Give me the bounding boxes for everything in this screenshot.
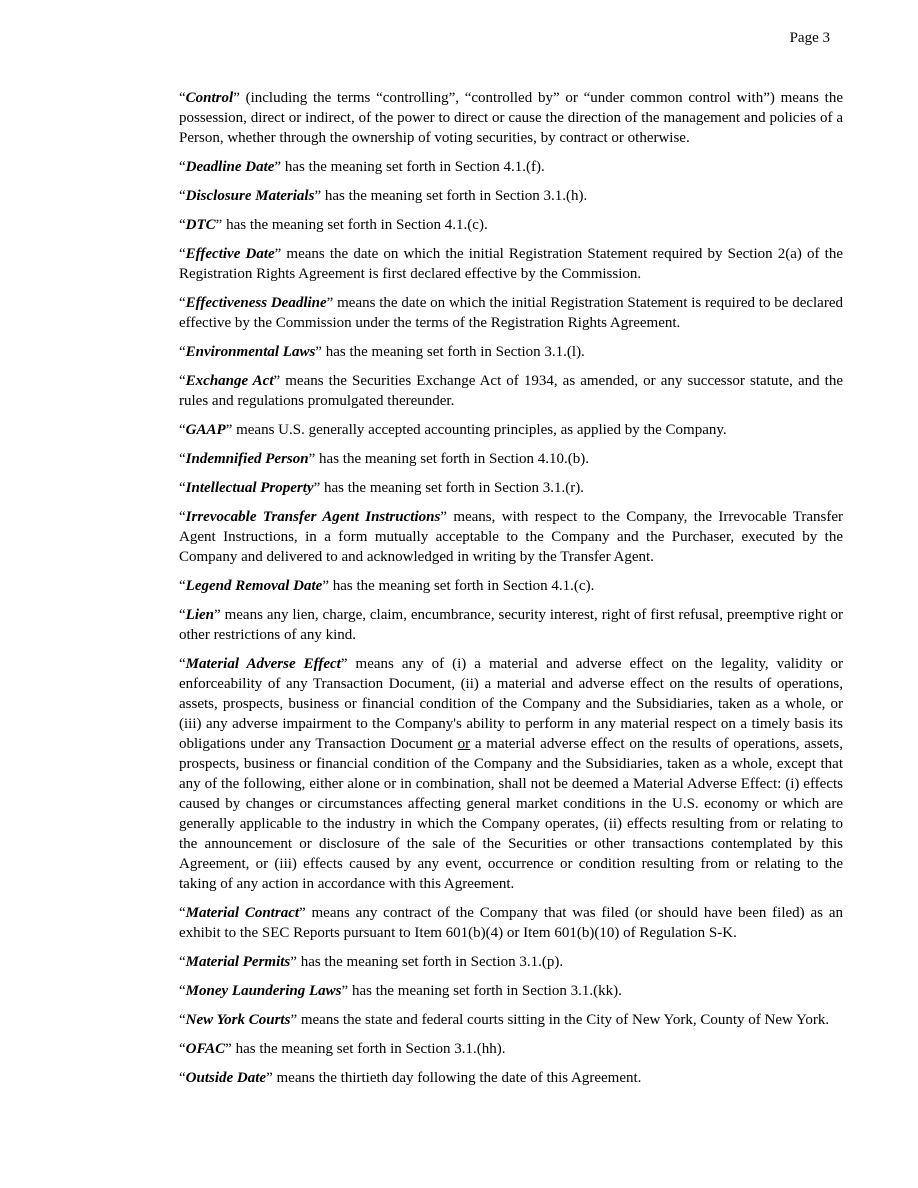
definition-text: means the thirtieth day following the date of this Agreement. bbox=[272, 1070, 642, 1086]
close-quote: ” bbox=[290, 1012, 298, 1028]
definition-term: Outside Date bbox=[185, 1070, 267, 1086]
definition-paragraph bbox=[179, 420, 843, 440]
page-number: Page 3 bbox=[789, 30, 830, 46]
open-quote: “ bbox=[179, 1041, 186, 1057]
open-quote: “ bbox=[179, 422, 186, 438]
open-quote: “ bbox=[179, 159, 186, 175]
open-quote: “ bbox=[179, 480, 186, 496]
definition-term: DTC bbox=[185, 217, 216, 233]
close-quote: ” bbox=[313, 480, 321, 496]
close-quote: ” bbox=[214, 607, 221, 623]
close-quote: ” bbox=[299, 905, 306, 921]
definition-paragraph bbox=[179, 1010, 843, 1030]
definition-paragraph bbox=[179, 157, 843, 177]
definition-term: Irrevocable Transfer Agent Instructions bbox=[185, 509, 441, 525]
close-quote: ” bbox=[215, 217, 223, 233]
definition-term: Material Adverse Effect bbox=[185, 656, 341, 672]
definition-text: means any contract of the Company that was filed (or should have been filed) as an exhibit to the SEC Reports pursuant to Item 601(b)(4) or Item 601(b)(10) of Regulation S-K. bbox=[179, 905, 843, 941]
close-quote: ” bbox=[266, 1070, 273, 1086]
definition-term: Environmental Laws bbox=[185, 344, 316, 360]
definition-text: has the meaning set forth in Section 4.10.(b). bbox=[315, 451, 589, 467]
close-quote: ” bbox=[274, 246, 282, 262]
close-quote: ” bbox=[340, 656, 348, 672]
definition-paragraph bbox=[179, 654, 843, 894]
definition-term: Effective Date bbox=[185, 246, 275, 262]
open-quote: “ bbox=[179, 509, 186, 525]
definition-text: has the meaning set forth in Section 4.1.(c). bbox=[328, 578, 595, 594]
close-quote: ” bbox=[233, 90, 240, 106]
definition-term: Control bbox=[185, 90, 234, 106]
definition-term: Material Permits bbox=[185, 954, 291, 970]
definition-paragraph bbox=[179, 903, 843, 943]
definitions-list bbox=[179, 88, 843, 1088]
definition-text: has the meaning set forth in Section 3.1.(r). bbox=[320, 480, 584, 496]
open-quote: “ bbox=[179, 373, 186, 389]
definition-term: New York Courts bbox=[185, 1012, 291, 1028]
definition-paragraph bbox=[179, 1068, 843, 1088]
definition-term: Lien bbox=[185, 607, 215, 623]
definition-term: Legend Removal Date bbox=[185, 578, 323, 594]
open-quote: “ bbox=[179, 217, 186, 233]
close-quote: ” bbox=[290, 954, 297, 970]
close-quote: ” bbox=[315, 344, 322, 360]
definition-text: means any of (i) a material and adverse effect on the legality, validity or enforceability of any Transaction Document, (ii) a material and adverse effect on the results of operations, assets, prospects, business or financial condition of the Company and the Subsidiaries, taken as a whole, or (iii) any adverse impairment to the Company's ability to perform in any material respect on a timely basis its obligations under any Transaction Document or a material adverse effect on the results of operations, assets, prospects, business or financial condition of the Company and the Subsidiaries, taken as a whole, except that any of the following, either alone or in combination, shall not be deemed a Material Adverse Effect: (i) effects caused by changes or circumstances affecting general market conditions in the U.S. economy or which are generally applicable to the industry in which the Company operates, (ii) effects resulting from or relating to the announcement or disclosure of the sale of the Securities or other transactions contemplated by this Agreement, or (iii) effects caused by any event, occurrence or condition resulting from or relating to the taking of any action in accordance with this Agreement. bbox=[179, 656, 843, 892]
definition-paragraph bbox=[179, 88, 843, 148]
definition-text: has the meaning set forth in Section 3.1.(kk). bbox=[348, 983, 622, 999]
definition-term: Intellectual Property bbox=[185, 480, 314, 496]
definition-term: Deadline Date bbox=[185, 159, 275, 175]
open-quote: “ bbox=[179, 344, 186, 360]
definition-paragraph bbox=[179, 605, 843, 645]
definition-paragraph bbox=[179, 186, 843, 206]
open-quote: “ bbox=[179, 954, 186, 970]
open-quote: “ bbox=[179, 905, 186, 921]
definition-text: means the date on which the initial Registration Statement required by Section 2(a) of the Registration Rights Agreement is first declared effective by the Commission. bbox=[179, 246, 843, 282]
definition-text: means the state and federal courts sitting in the City of New York, County of New York. bbox=[297, 1012, 830, 1028]
definition-term: Exchange Act bbox=[185, 373, 274, 389]
open-quote: “ bbox=[179, 295, 186, 311]
open-quote: “ bbox=[179, 656, 186, 672]
definition-paragraph bbox=[179, 293, 843, 333]
definition-term: GAAP bbox=[185, 422, 226, 438]
open-quote: “ bbox=[179, 983, 186, 999]
definition-text: has the meaning set forth in Section 4.1.(f). bbox=[281, 159, 545, 175]
open-quote: “ bbox=[179, 607, 186, 623]
definition-paragraph bbox=[179, 952, 843, 972]
definition-term: Effectiveness Deadline bbox=[185, 295, 327, 311]
definition-paragraph bbox=[179, 215, 843, 235]
open-quote: “ bbox=[179, 90, 186, 106]
close-quote: ” bbox=[341, 983, 349, 999]
definition-text: means, with respect to the Company, the Irrevocable Transfer Agent Instructions, in a form mutually acceptable to the Company and the Purchaser, executed by the Company and delivered to and acknowledged in writing by the Transfer Agent. bbox=[179, 509, 844, 565]
close-quote: ” bbox=[322, 578, 329, 594]
definition-paragraph bbox=[179, 981, 843, 1001]
definition-text: means the Securities Exchange Act of 1934, as amended, or any successor statute, and the rules and regulations promulgated thereunder. bbox=[179, 373, 843, 409]
open-quote: “ bbox=[179, 451, 186, 467]
definition-term: Material Contract bbox=[185, 905, 300, 921]
definition-text: (including the terms “controlling”, “controlled by” or “under common control with”) means the possession, direct or indirect, of the power to direct or cause the direction of the management and policies of a Person, whether through the ownership of voting securities, by contract or otherwise. bbox=[179, 90, 843, 146]
definition-paragraph bbox=[179, 244, 843, 284]
close-quote: ” bbox=[225, 1041, 232, 1057]
definition-paragraph bbox=[179, 342, 843, 362]
definition-term: Money Laundering Laws bbox=[185, 983, 342, 999]
underlined-text: or bbox=[457, 736, 471, 752]
close-quote: ” bbox=[440, 509, 447, 525]
definition-text: has the meaning set forth in Section 3.1.(p). bbox=[296, 954, 564, 970]
open-quote: “ bbox=[179, 578, 186, 594]
definition-text: means U.S. generally accepted accounting principles, as applied by the Company. bbox=[232, 422, 727, 438]
open-quote: “ bbox=[179, 1012, 186, 1028]
definition-text: has the meaning set forth in Section 3.1.(h). bbox=[321, 188, 588, 204]
close-quote: ” bbox=[326, 295, 334, 311]
definition-paragraph bbox=[179, 507, 843, 567]
close-quote: ” bbox=[314, 188, 322, 204]
open-quote: “ bbox=[179, 188, 186, 204]
definition-text: has the meaning set forth in Section 4.1.(c). bbox=[222, 217, 488, 233]
definition-term: Indemnified Person bbox=[185, 451, 309, 467]
definition-term: Disclosure Materials bbox=[185, 188, 315, 204]
definition-term: OFAC bbox=[185, 1041, 226, 1057]
definition-text: means the date on which the initial Registration Statement is required to be declared effective by the Commission under the terms of the Registration Rights Agreement. bbox=[179, 295, 843, 331]
definition-text: means any lien, charge, claim, encumbrance, security interest, right of first refusal, preemptive right or other restrictions of any kind. bbox=[179, 607, 843, 643]
definition-paragraph bbox=[179, 478, 843, 498]
definition-text: has the meaning set forth in Section 3.1.(hh). bbox=[231, 1041, 506, 1057]
open-quote: “ bbox=[179, 1070, 186, 1086]
definition-text: has the meaning set forth in Section 3.1.(l). bbox=[321, 344, 585, 360]
close-quote: ” bbox=[308, 451, 316, 467]
close-quote: ” bbox=[273, 373, 281, 389]
definition-paragraph bbox=[179, 576, 843, 596]
definition-paragraph bbox=[179, 1039, 843, 1059]
definition-paragraph bbox=[179, 371, 843, 411]
open-quote: “ bbox=[179, 246, 186, 262]
close-quote: ” bbox=[225, 422, 233, 438]
definition-paragraph bbox=[179, 449, 843, 469]
close-quote: ” bbox=[274, 159, 282, 175]
